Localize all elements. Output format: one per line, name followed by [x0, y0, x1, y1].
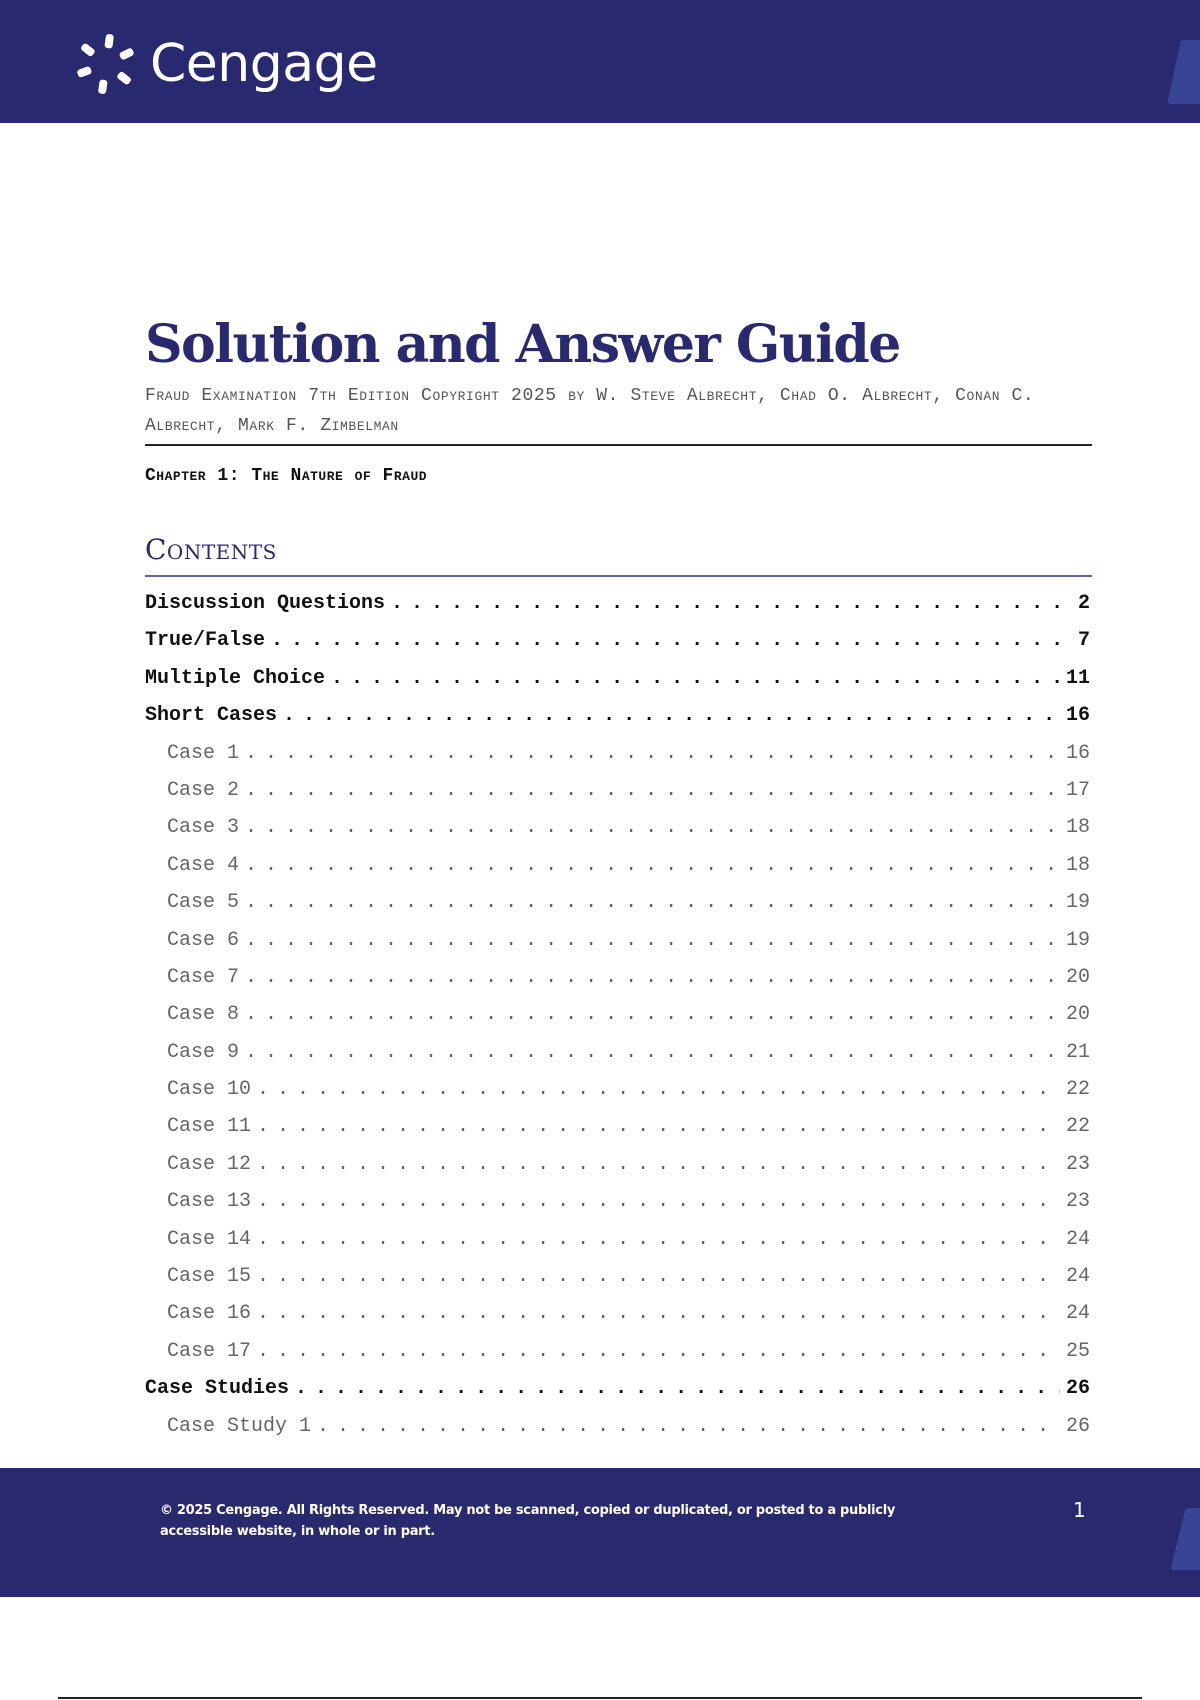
toc-dot-leader	[271, 622, 1072, 659]
toc-dot-leader	[257, 1333, 1060, 1370]
book-subtitle: Fraud Examination 7th Edition Copyright 2025 by W. Steve Albrecht, Chad O. Albrecht, Conan C. Albrecht, Mark F. Zimbelman	[145, 386, 1035, 436]
toc-dot-leader	[245, 996, 1060, 1033]
toc-subsection-link[interactable]	[145, 996, 1090, 1033]
toc-dot-leader	[257, 1295, 1060, 1332]
toc-entry-label: Case 13	[167, 1190, 252, 1214]
toc-subsection-link[interactable]	[145, 1146, 1090, 1183]
toc-dot-leader	[331, 660, 1060, 697]
toc-dot-leader	[257, 1258, 1060, 1295]
toc-subsection-link[interactable]	[145, 1183, 1090, 1220]
toc-entry-label: Case 7	[167, 965, 240, 989]
decorative-corner-shape	[1170, 1508, 1200, 1570]
bottom-divider	[58, 1697, 1142, 1699]
toc-dot-leader	[391, 585, 1072, 622]
toc-page-number: 19	[1065, 891, 1090, 915]
toc-section-link[interactable]	[145, 697, 1090, 734]
toc-page-number: 23	[1065, 1190, 1090, 1214]
contents-heading: Contents	[145, 533, 277, 566]
toc-dot-leader	[257, 1221, 1060, 1258]
toc-entry-label: Case 4	[167, 853, 240, 877]
toc-entry-label: Case Study 1	[167, 1414, 312, 1438]
toc-page-number: 2	[1077, 592, 1090, 615]
toc-dot-leader	[257, 1108, 1060, 1145]
toc-dot-leader	[317, 1408, 1060, 1445]
cengage-logo	[74, 32, 378, 96]
toc-page-number: 22	[1065, 1078, 1090, 1102]
toc-page-number: 26	[1065, 1414, 1090, 1438]
toc-dot-leader	[245, 809, 1060, 846]
toc-section-link[interactable]	[145, 1370, 1090, 1407]
toc-page-number: 24	[1065, 1227, 1090, 1251]
toc-entry-label: Discussion Questions	[145, 592, 386, 615]
toc-dot-leader	[295, 1370, 1060, 1407]
chapter-heading: Chapter 1: The Nature of Fraud	[145, 466, 428, 486]
toc-entry-label: Multiple Choice	[145, 666, 326, 690]
toc-entry-label: Case 12	[167, 1152, 252, 1176]
toc-entry-label: Case 10	[167, 1078, 252, 1102]
toc-entry-label: Case 1	[167, 741, 240, 765]
toc-dot-leader	[245, 772, 1060, 809]
toc-dot-leader	[245, 735, 1060, 772]
toc-entry-label: Case 3	[167, 816, 240, 840]
toc-subsection-link[interactable]	[145, 1221, 1090, 1258]
toc-entry-label: Case 16	[167, 1302, 252, 1326]
brand-name: Cengage	[150, 34, 378, 94]
toc-page-number: 16	[1065, 704, 1090, 728]
toc-page-number: 11	[1065, 666, 1090, 690]
toc-page-number: 20	[1065, 965, 1090, 989]
toc-entry-label: Case 2	[167, 778, 240, 802]
toc-entry-label: Case 15	[167, 1265, 252, 1289]
toc-page-number: 24	[1065, 1302, 1090, 1326]
toc-subsection-link[interactable]	[145, 1034, 1090, 1071]
toc-page-number: 17	[1065, 778, 1090, 802]
toc-entry-label: Case 6	[167, 928, 240, 952]
toc-dot-leader	[245, 959, 1060, 996]
toc-subsection-link[interactable]	[145, 809, 1090, 846]
toc-page-number: 22	[1065, 1115, 1090, 1139]
toc-page-number: 18	[1065, 853, 1090, 877]
toc-page-number: 26	[1065, 1377, 1090, 1401]
decorative-corner-shape	[1167, 40, 1200, 104]
toc-entry-label: Case Studies	[145, 1377, 290, 1401]
toc-entry-label: Short Cases	[145, 704, 278, 728]
toc-entry-label: Case 5	[167, 891, 240, 915]
toc-dot-leader	[257, 1146, 1060, 1183]
toc-dot-leader	[283, 697, 1060, 734]
toc-subsection-link[interactable]	[145, 922, 1090, 959]
toc-dot-leader	[245, 847, 1060, 884]
toc-entry-label: Case 14	[167, 1227, 252, 1251]
toc-page-number: 23	[1065, 1152, 1090, 1176]
toc-page-number: 19	[1065, 928, 1090, 952]
toc-subsection-link[interactable]	[145, 959, 1090, 996]
toc-dot-leader	[245, 1034, 1060, 1071]
toc-page-number: 20	[1065, 1003, 1090, 1027]
title-divider	[145, 444, 1092, 446]
toc-subsection-link[interactable]	[145, 772, 1090, 809]
toc-entry-label: Case 11	[167, 1115, 252, 1139]
footer-band	[0, 1468, 1200, 1597]
toc-page-number: 7	[1077, 629, 1090, 653]
page-number: 1	[1073, 1498, 1086, 1522]
toc-section-link[interactable]	[145, 622, 1090, 659]
toc-subsection-link[interactable]	[145, 1071, 1090, 1108]
toc-subsection-link[interactable]	[145, 847, 1090, 884]
toc-subsection-link[interactable]	[145, 1408, 1090, 1445]
toc-entry-label: Case 17	[167, 1339, 252, 1363]
toc-page-number: 24	[1065, 1265, 1090, 1289]
header-band	[0, 0, 1200, 123]
toc-dot-leader	[257, 1071, 1060, 1108]
page-title: Solution and Answer Guide	[145, 314, 900, 375]
cengage-burst-logo-icon	[74, 32, 138, 96]
toc-page-number: 21	[1065, 1040, 1090, 1064]
toc-subsection-link[interactable]	[145, 735, 1090, 772]
toc-subsection-link[interactable]	[145, 1333, 1090, 1370]
toc-subsection-link[interactable]	[145, 1295, 1090, 1332]
toc-dot-leader	[245, 884, 1060, 921]
toc-section-link[interactable]	[145, 660, 1090, 697]
toc-dot-leader	[245, 922, 1060, 959]
toc-entry-label: Case 9	[167, 1040, 240, 1064]
copyright-notice: © 2025 Cengage. All Rights Reserved. May not be scanned, copied or duplicated, or posted to a publicly accessible website, in whole or in part.	[160, 1503, 896, 1539]
table-of-contents	[145, 585, 1090, 1445]
toc-dot-leader	[257, 1183, 1060, 1220]
toc-entry-label: True/False	[145, 629, 266, 653]
contents-divider	[145, 575, 1092, 577]
toc-entry-label: Case 8	[167, 1003, 240, 1027]
toc-subsection-link[interactable]	[145, 884, 1090, 921]
toc-page-number: 16	[1065, 741, 1090, 765]
toc-page-number: 25	[1065, 1339, 1090, 1363]
toc-page-number: 18	[1065, 816, 1090, 840]
toc-subsection-link[interactable]	[145, 1108, 1090, 1145]
toc-subsection-link[interactable]	[145, 1258, 1090, 1295]
toc-section-link[interactable]	[145, 585, 1090, 622]
